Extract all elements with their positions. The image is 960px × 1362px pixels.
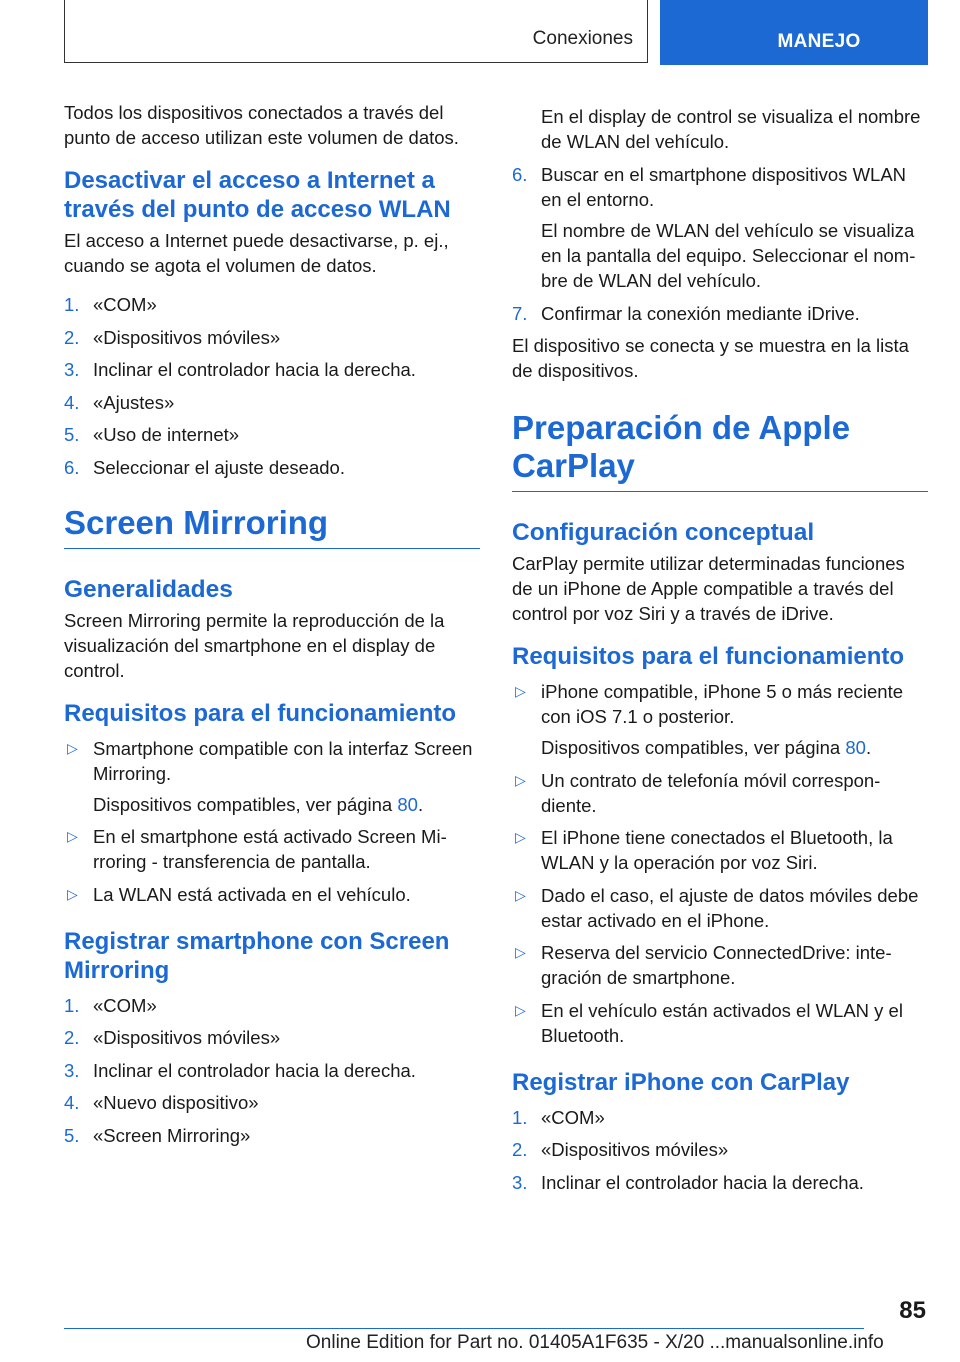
subnote-text: Dispositivos compatibles, ver página: [541, 737, 846, 758]
heading-screen-mirroring: Screen Mirroring: [64, 504, 480, 549]
footer-edition: [306, 1332, 926, 1354]
list-item: [64, 1058, 480, 1083]
step-text: «Screen Mirroring»: [93, 1124, 251, 1146]
triangle-bullet-icon: ▷: [515, 829, 526, 845]
continued-step-text: En el display de control se visualiza el nombre de WLAN del vehículo.: [541, 106, 921, 152]
list-item: [64, 1090, 480, 1115]
step-text: «Dispositivos móviles»: [93, 326, 281, 348]
step-number: 7.: [512, 302, 528, 324]
list-item: [512, 679, 928, 760]
requirement-subnote: [93, 792, 480, 817]
requirements-list: [64, 736, 480, 907]
list-item: [64, 1123, 480, 1148]
requirements-list-carplay: [512, 679, 928, 1048]
list-item: [512, 1137, 928, 1162]
triangle-bullet-icon: ▷: [67, 828, 78, 844]
header-chapter-label: MANEJO: [777, 31, 861, 52]
list-item: [512, 768, 928, 818]
step-number: 1.: [64, 294, 80, 315]
left-column: [64, 100, 480, 1155]
step-number: 2.: [64, 326, 80, 348]
steps-register-carplay: [512, 1105, 928, 1195]
list-item: [64, 736, 480, 817]
header-chapter-tab[interactable]: [660, 0, 928, 65]
step-number: 4.: [64, 1092, 80, 1113]
step-text: «COM»: [93, 994, 157, 1016]
step-text: «COM»: [93, 294, 157, 315]
footer-edition-text: Online Edition for Part no. 01405A1F635 - X/20 ...manualsonline.info: [306, 1332, 884, 1353]
list-item: [64, 1025, 480, 1050]
list-item: [512, 883, 928, 933]
step-text: Confirmar la conexión mediante iDrive.: [541, 302, 860, 324]
step-number: 1.: [512, 1106, 528, 1128]
list-item: [64, 993, 480, 1018]
step-text: Seleccionar el ajuste deseado.: [93, 456, 345, 478]
list-item: [512, 1170, 928, 1195]
subnote-text: Dispositivos compatibles, ver página: [93, 793, 398, 815]
step-text: Buscar en el smartphone dispositivos WLAN en el entorno.: [541, 164, 907, 210]
triangle-bullet-icon: ▷: [67, 739, 78, 756]
page-link[interactable]: 80: [397, 793, 418, 815]
list-item: [64, 422, 480, 447]
step-number: 2.: [64, 1027, 80, 1048]
step-text: «COM»: [541, 1106, 605, 1128]
requirement-text: En el vehículo están activados el WLAN y el Bluetooth.: [541, 999, 903, 1046]
step-number: 3.: [512, 1171, 528, 1193]
step-text: «Dispositivos móviles»: [541, 1139, 729, 1160]
subnote-end: .: [417, 793, 424, 815]
requirement-text: Reserva del servicio ConnectedDrive: inte‐gración de smartphone.: [541, 942, 892, 988]
general-paragraph: Screen Mirroring permite la reproducción de la visualización del smartphone en el display de control.: [64, 609, 445, 681]
requirement-text: iPhone compatible, iPhone 5 o más reciente con iOS 7.1 o posterior.: [541, 681, 903, 727]
steps-disable-internet: [64, 292, 480, 480]
footer-divider: [64, 1328, 864, 1329]
step-number: 5.: [64, 424, 80, 445]
step-number: 4.: [64, 391, 80, 413]
step-text: «Dispositivos móviles»: [93, 1027, 281, 1048]
heading-register-carplay: Registrar iPhone con CarPlay: [512, 1068, 850, 1096]
heading-requirements: Requisitos para el funcionamiento: [64, 699, 457, 727]
step-number: 6.: [512, 164, 528, 185]
requirement-text: En el smartphone está activado Screen Mi‐rroring - transferencia de pantalla.: [93, 826, 447, 872]
list-item: [64, 390, 480, 415]
heading-concept: Configuración conceptual: [512, 519, 815, 546]
requirement-text: Un contrato de telefonía móvil correspon‐diente.: [541, 769, 881, 816]
triangle-bullet-icon: ▷: [515, 683, 526, 699]
step-number: 6.: [64, 456, 80, 478]
list-item: [512, 162, 928, 293]
page-link[interactable]: 80: [845, 737, 866, 758]
heading-disable-internet: Desactivar el acceso a Internet a través del punto de acceso WLAN: [64, 167, 451, 223]
connected-paragraph: El dispositivo se conecta y se muestra en la lista de dispositivos.: [512, 335, 909, 381]
page-header: [64, 0, 928, 65]
steps-register-mirroring: [64, 993, 480, 1148]
heading-carplay: Preparación de Apple CarPlay: [512, 409, 928, 492]
heading-generalidades: Generalidades: [64, 575, 233, 603]
header-section-box: [64, 0, 648, 63]
list-item: [512, 940, 928, 990]
list-item: [512, 301, 928, 326]
step-text: Inclinar el controlador hacia la derecha.: [93, 359, 416, 380]
triangle-bullet-icon: ▷: [67, 885, 78, 902]
list-item: [512, 1105, 928, 1130]
header-section-title: Conexiones: [532, 28, 633, 49]
list-item: [64, 357, 480, 382]
step-number: 5.: [64, 1124, 80, 1146]
heading-requirements-carplay: Requisitos para el funcionamiento: [512, 643, 905, 670]
heading-register-mirroring: Registrar smartphone con Screen Mirroring: [64, 927, 450, 984]
requirement-subnote: [541, 735, 928, 760]
triangle-bullet-icon: ▷: [515, 1001, 526, 1018]
step-text: Inclinar el controlador hacia la derecha.: [93, 1059, 416, 1081]
subnote-end: .: [865, 737, 872, 758]
list-item: [64, 824, 480, 874]
triangle-bullet-icon: ▷: [515, 771, 526, 788]
list-item: [64, 325, 480, 350]
step-text: «Ajustes»: [93, 391, 175, 413]
list-item: [512, 998, 928, 1048]
steps-continued: [512, 162, 928, 326]
requirement-text: Dado el caso, el ajuste de datos móviles debe estar activado en el iPhone.: [541, 884, 919, 931]
requirement-text: El iPhone tiene conectados el Bluetooth, la WLAN y la operación por voz Siri.: [541, 827, 893, 873]
requirement-text: La WLAN está activada en el vehículo.: [93, 883, 411, 905]
list-item: [64, 292, 480, 317]
disable-internet-paragraph: El acceso a Internet puede desactivarse, p. ej., cuando se agota el volumen de datos.: [64, 230, 449, 276]
triangle-bullet-icon: ▷: [515, 886, 526, 903]
step-number: 2.: [512, 1139, 528, 1160]
concept-paragraph: CarPlay permite utilizar determinadas funciones de un iPhone de Apple compatible a través del control por voz Siri y a través de iDrive.: [512, 553, 905, 624]
step-number: 3.: [64, 1059, 80, 1081]
step-subnote: El nombre de WLAN del vehículo se visualiza en la pantalla del equipo. Seleccionar el nom‐bre de WLAN del vehículo.: [541, 220, 916, 291]
page-number: 85: [899, 1297, 926, 1324]
triangle-bullet-icon: ▷: [515, 944, 526, 960]
requirement-text: Smartphone compatible con la interfaz Screen Mirroring.: [93, 737, 473, 784]
step-number: 1.: [64, 994, 80, 1016]
step-text: Inclinar el controlador hacia la derecha.: [541, 1171, 864, 1193]
list-item: [64, 455, 480, 480]
step-text: «Nuevo dispositivo»: [93, 1092, 259, 1113]
list-item: [512, 825, 928, 875]
right-column: [512, 104, 928, 1202]
intro-paragraph: Todos los dispositivos conectados a través del punto de acceso utilizan este volumen de datos.: [64, 102, 459, 148]
step-text: «Uso de internet»: [93, 424, 240, 445]
list-item: [64, 882, 480, 907]
step-number: 3.: [64, 359, 80, 380]
